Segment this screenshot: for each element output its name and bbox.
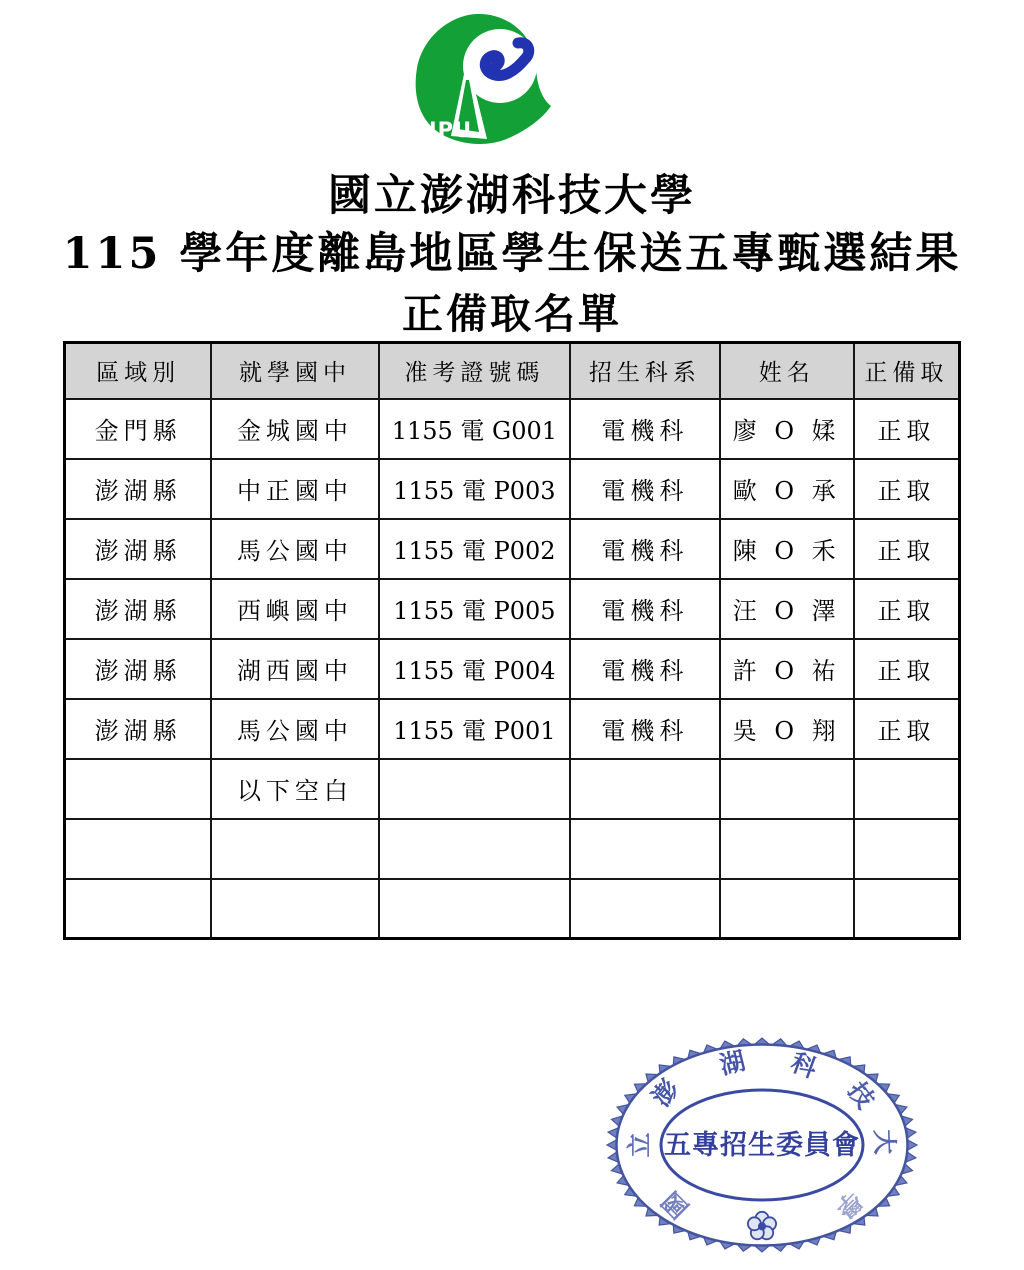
column-header: 姓名 — [720, 343, 854, 399]
table-cell: 正取 — [854, 519, 960, 579]
table-cell — [211, 879, 378, 939]
table-row — [65, 519, 960, 579]
table-cell: 正取 — [854, 699, 960, 759]
table-cell: 澎湖縣 — [65, 699, 212, 759]
table-cell: 正取 — [854, 579, 960, 639]
table-cell: 正取 — [854, 459, 960, 519]
table-cell — [65, 759, 212, 819]
table-cell — [720, 819, 854, 879]
table-cell: 金門縣 — [65, 399, 212, 459]
plum-blossom-center — [759, 1223, 765, 1229]
table-cell: 1155 電 P001 — [379, 699, 571, 759]
column-header: 區域別 — [65, 343, 212, 399]
document-header — [0, 172, 1024, 338]
table-cell — [720, 879, 854, 939]
table-cell: 1155 電 P005 — [379, 579, 571, 639]
stamp-ring-character: 澎 — [646, 1074, 685, 1112]
table-body — [65, 399, 960, 939]
table-row — [65, 699, 960, 759]
table-cell — [570, 879, 719, 939]
table-cell — [570, 759, 719, 819]
table-cell: 許 O 祐 — [720, 639, 854, 699]
table-cell — [211, 819, 378, 879]
table-cell — [65, 879, 212, 939]
table-cell: 湖西國中 — [211, 639, 378, 699]
table-row — [65, 459, 960, 519]
table-cell: 澎湖縣 — [65, 639, 212, 699]
table-cell: 1155 電 P002 — [379, 519, 571, 579]
table-cell — [854, 819, 960, 879]
committee-seal-stamp — [592, 1030, 932, 1270]
table-cell: 馬公國中 — [211, 699, 378, 759]
table-cell: 汪 O 澤 — [720, 579, 854, 639]
table-cell: 金城國中 — [211, 399, 378, 459]
table-row — [65, 819, 960, 879]
column-header: 招生科系 — [570, 343, 719, 399]
column-header: 就學國中 — [211, 343, 378, 399]
table-cell — [854, 879, 960, 939]
table-cell: 正取 — [854, 399, 960, 459]
column-header: 正備取 — [854, 343, 960, 399]
results-table — [63, 341, 961, 940]
table-cell: 中正國中 — [211, 459, 378, 519]
table-cell: 西嶼國中 — [211, 579, 378, 639]
stamp-ring-character: 湖 — [716, 1045, 749, 1081]
document-title: 115 學年度離島地區學生保送五專甄選結果 — [62, 229, 962, 279]
table-row — [65, 399, 960, 459]
column-header: 准考證號碼 — [379, 343, 571, 399]
table-cell — [854, 759, 960, 819]
document-subtitle: 正備取名單 — [402, 290, 622, 338]
table-cell: 電機科 — [570, 639, 719, 699]
table-cell — [379, 759, 571, 819]
table-row — [65, 579, 960, 639]
stamp-center-text: 五專招生委員會 — [664, 1130, 860, 1161]
table-cell — [570, 819, 719, 879]
stamp-ring-character: 科 — [787, 1047, 821, 1084]
table-header-row — [65, 343, 960, 399]
table-cell — [720, 759, 854, 819]
table-cell: 歐 O 承 — [720, 459, 854, 519]
table-cell — [379, 819, 571, 879]
table-cell: 馬公國中 — [211, 519, 378, 579]
table-cell: 澎湖縣 — [65, 459, 212, 519]
table-cell: 1155 電 P004 — [379, 639, 571, 699]
university-name: 國立澎湖科技大學 — [328, 171, 696, 221]
table-cell — [379, 879, 571, 939]
table-cell: 電機科 — [570, 399, 719, 459]
stamp-ring-character: 大 — [869, 1128, 900, 1156]
table-cell: 澎湖縣 — [65, 579, 212, 639]
table-cell: 1155 電 P003 — [379, 459, 571, 519]
table-row — [65, 879, 960, 939]
stamp-ring-character: 技 — [842, 1076, 881, 1114]
stamp-ring-character: 學 — [829, 1185, 868, 1224]
table-cell: 以下空白 — [211, 759, 378, 819]
stamp-ring-character: 立 — [625, 1132, 654, 1158]
table-row — [65, 639, 960, 699]
npu-logo — [407, 10, 559, 150]
table-cell: 正取 — [854, 639, 960, 699]
table-cell: 廖 O 媃 — [720, 399, 854, 459]
table-cell: 澎湖縣 — [65, 519, 212, 579]
table-cell: 陳 O 禾 — [720, 519, 854, 579]
table-row — [65, 759, 960, 819]
table-cell: 電機科 — [570, 579, 719, 639]
table-cell: 電機科 — [570, 519, 719, 579]
logo-npu-label: NPU — [419, 118, 473, 142]
stamp-ring-character: 國 — [656, 1185, 695, 1224]
table-cell: 1155 電 G001 — [379, 399, 571, 459]
table-cell: 電機科 — [570, 459, 719, 519]
table-cell — [65, 819, 212, 879]
table-cell: 吳 O 翔 — [720, 699, 854, 759]
table-cell: 電機科 — [570, 699, 719, 759]
